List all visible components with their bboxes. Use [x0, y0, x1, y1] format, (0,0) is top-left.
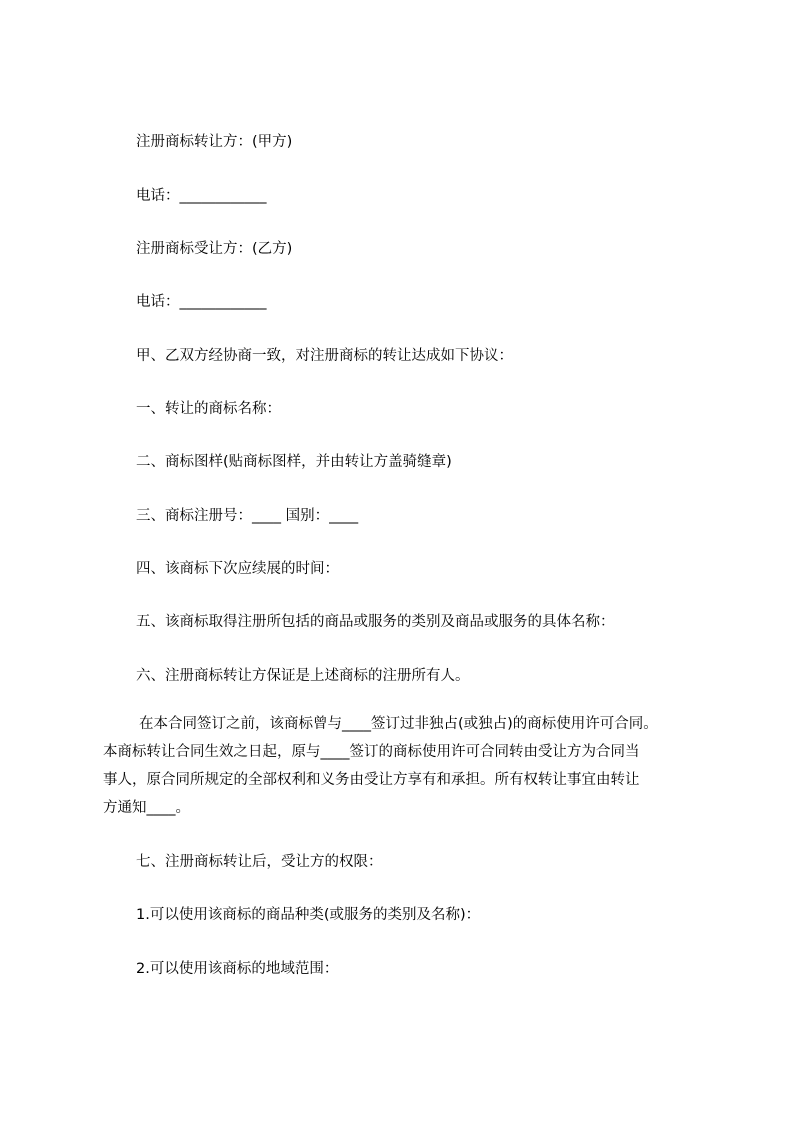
transferee-line: 注册商标受让方：(乙方)	[136, 241, 293, 257]
clause-6: 六、注册商标转让方保证是上述商标的注册所有人。	[136, 668, 470, 684]
license-paragraph	[103, 710, 703, 822]
clause-4: 四、该商标下次应续展的时间：	[136, 561, 339, 577]
clause-7: 七、注册商标转让后，受让方的权限：	[136, 854, 383, 870]
paragraph-line: 本商标转让合同生效之日起，原与____签订的商标使用许可合同转由受让方为合同当	[103, 744, 640, 760]
transferor-phone-line: 电话：____________	[136, 188, 267, 204]
clause-7-item-2: 2.可以使用该商标的地域范围：	[136, 961, 339, 977]
paragraph-line: 在本合同签订之前，该商标曾与____签订过非独占(或独占)的商标使用许可合同。	[139, 716, 658, 732]
clause-1: 一、转让的商标名称：	[136, 401, 281, 417]
paragraph-line: 方通知____。	[103, 800, 190, 816]
paragraph-line: 事人，原合同所规定的全部权利和义务由受让方享有和承担。所有权转让事宜由转让	[103, 772, 640, 788]
clause-7-item-1: 1.可以使用该商标的商品种类(或服务的类别及名称)：	[136, 907, 481, 923]
clause-5: 五、该商标取得注册所包括的商品或服务的类别及商品或服务的具体名称：	[136, 614, 615, 630]
agreement-intro: 甲、乙双方经协商一致，对注册商标的转让达成如下协议：	[136, 348, 513, 364]
clause-2: 二、商标图样(贴商标图样，并由转让方盖骑缝章)	[136, 454, 452, 470]
transferor-line: 注册商标转让方：(甲方)	[136, 134, 293, 150]
clause-3: 三、商标注册号：____ 国别：____	[136, 508, 359, 524]
transferee-phone-line: 电话：____________	[136, 294, 267, 310]
